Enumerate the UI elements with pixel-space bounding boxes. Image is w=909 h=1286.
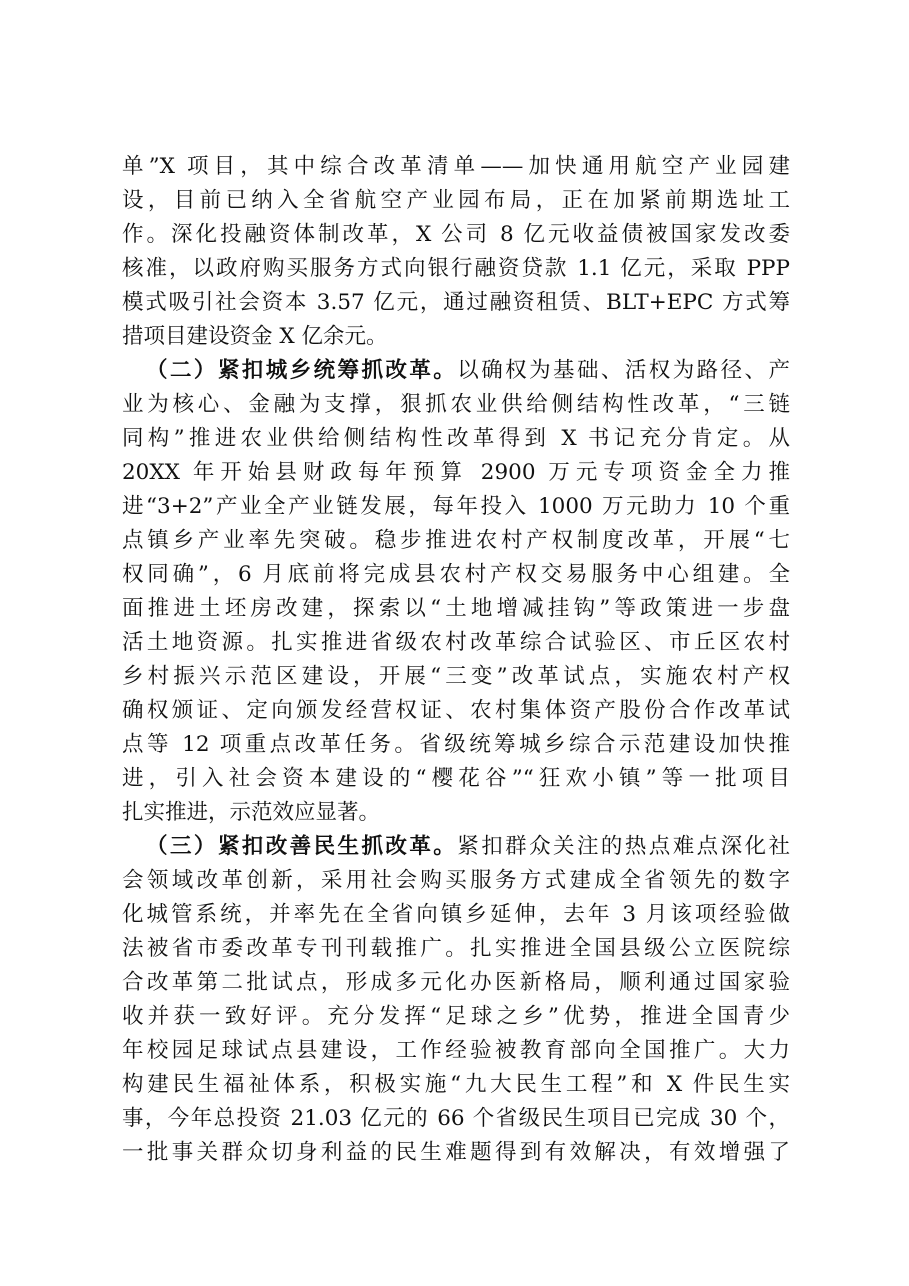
section-3-first-text: 紧扣群众关注的热点难点深化社 <box>457 834 790 859</box>
section-3-first-line <box>146 830 790 864</box>
text-line: 权同确”，6 月底前将完成县农村产权交易服务中心组建。全 <box>122 562 790 587</box>
text-line: 作。深化投融资体制改革，X 公司 8 亿元收益债被国家发改委 <box>122 222 790 247</box>
text-line: 年校园足球试点县建设，工作经验被教育部向全国推广。大力 <box>122 1038 790 1063</box>
text-line: 合改革第二批试点，形成多元化办医新格局，顺利通过国家验 <box>122 970 790 995</box>
section-2-first-line <box>146 354 790 388</box>
text-line: 单”X 项目，其中综合改革清单——加快通用航空产业园建 <box>122 154 790 179</box>
text-line: 扎实推进，示范效应显著。 <box>122 800 381 825</box>
text-line: 会领域改革创新，采用社会购买服务方式建成全省领先的数字 <box>122 868 790 893</box>
text-line: 点等 12 项重点改革任务。省级统筹城乡综合示范建设加快推 <box>122 732 790 757</box>
text-line: 面推进土坯房改建，探索以“土地增减挂钩”等政策进一步盘 <box>122 596 790 621</box>
text-line: 活土地资源。扎实推进省级农村改革综合试验区、市丘区农村 <box>122 630 790 655</box>
text-line: 收并获一致好评。充分发挥“足球之乡”优势，推进全国青少 <box>122 1004 790 1029</box>
text-line: 20XX 年开始县财政每年预算 2900 万元专项资金全力推 <box>122 460 790 485</box>
text-line: 乡村振兴示范区建设，开展“三变”改革试点，实施农村产权 <box>122 664 790 689</box>
text-line: 模式吸引社会资本 3.57 亿元，通过融资租赁、BLT+EPC 方式筹 <box>122 290 790 315</box>
section-3-heading: （三）紧扣改善民生抓改革。 <box>146 834 458 859</box>
text-line: 一批事关群众切身利益的民生难题得到有效解决，有效增强了 <box>122 1140 790 1165</box>
text-line: 法被省市委改革专刊刊载推广。扎实推进全国县级公立医院综 <box>122 936 790 961</box>
text-line: 事，今年总投资 21.03 亿元的 66 个省级民生项目已完成 30 个， <box>122 1106 790 1131</box>
text-line: 化城管系统，并率先在全省向镇乡延伸，去年 3 月该项经验做 <box>122 902 790 927</box>
text-line: 进“3+2”产业全产业链发展，每年投入 1000 万元助力 10 个重 <box>122 494 790 519</box>
text-line: 点镇乡产业率先突破。稳步推进农村产权制度改革，开展“七 <box>122 528 790 553</box>
text-line: 措项目建设资金 X 亿余元。 <box>122 324 388 349</box>
section-2-heading: （二）紧扣城乡统筹抓改革。 <box>146 358 458 383</box>
text-line: 确权颁证、定向颁发经营权证、农村集体资产股份合作改革试 <box>122 698 790 723</box>
text-line: 核准，以政府购买服务方式向银行融资贷款 1.1 亿元，采取 PPP <box>122 256 790 281</box>
section-2-first-text: 以确权为基础、活权为路径、产 <box>457 358 790 383</box>
text-line: 构建民生福祉体系，积极实施“九大民生工程”和 X 件民生实 <box>122 1072 790 1097</box>
text-line: 业为核心、金融为支撑，狠抓农业供给侧结构性改革，“三链 <box>122 392 790 417</box>
text-line: 进，引入社会资本建设的“樱花谷”“狂欢小镇”等一批项目 <box>122 766 790 791</box>
text-line: 同构”推进农业供给侧结构性改革得到 X 书记充分肯定。从 <box>122 426 790 451</box>
text-line: 设，目前已纳入全省航空产业园布局，正在加紧前期选址工 <box>122 188 790 213</box>
